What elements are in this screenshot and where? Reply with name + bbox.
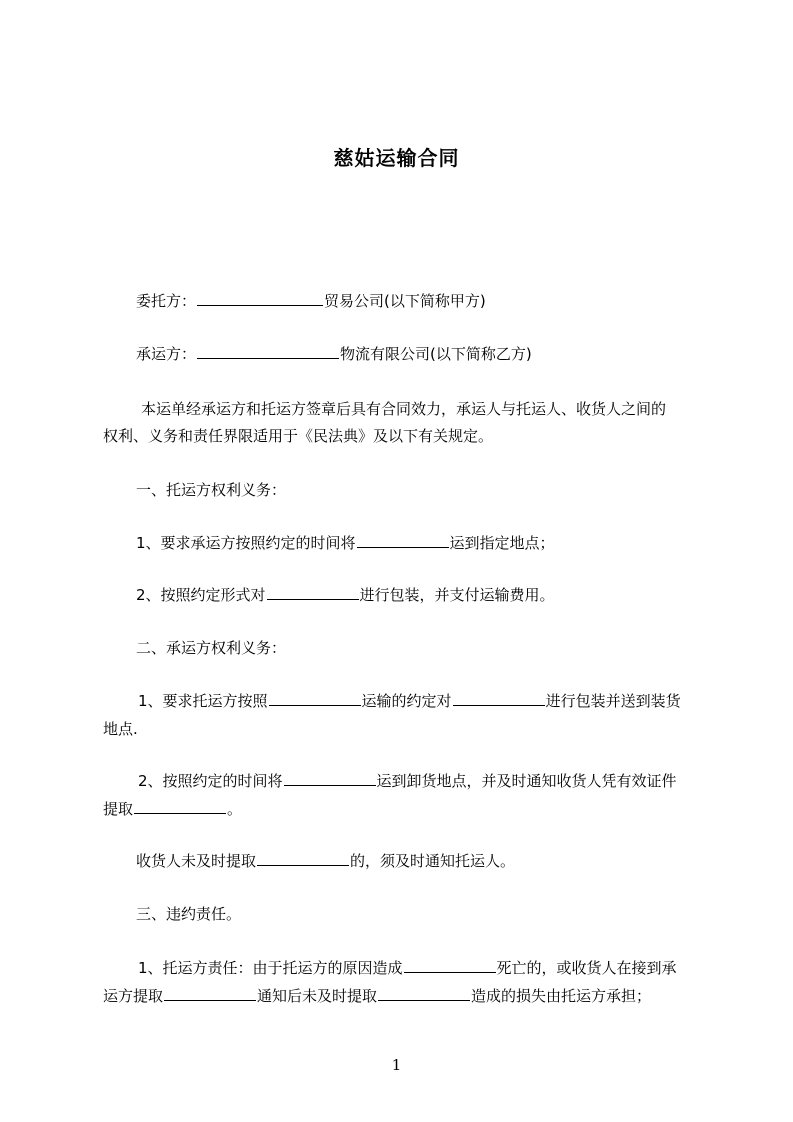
item-text: 提取 xyxy=(103,800,134,818)
blank-field[interactable] xyxy=(404,958,496,973)
item-text: 1、要求承运方按照约定的时间将 xyxy=(136,534,356,552)
section-3-heading: 三、违约责任。 xyxy=(136,905,242,923)
blank-field[interactable] xyxy=(284,771,376,786)
party-b-label: 承运方： xyxy=(136,345,197,363)
section-3-item-1-cont xyxy=(103,986,651,1006)
item-text: 运到卸货地点，并及时通知收货人凭有效证件 xyxy=(376,772,677,790)
blank-field[interactable] xyxy=(269,691,361,706)
section-2-item-1-cont: 地点. xyxy=(103,720,138,738)
item-text: 收货人未及时提取 xyxy=(136,852,257,870)
blank-field[interactable] xyxy=(378,986,470,1001)
item-text: 运方提取 xyxy=(103,987,164,1005)
section-1-item-2 xyxy=(136,585,555,605)
item-text: 2、按照约定的时间将 xyxy=(138,772,283,790)
blank-field[interactable] xyxy=(357,533,449,548)
section-1-heading: 一、托运方权利义务： xyxy=(136,481,287,499)
blank-field[interactable] xyxy=(453,691,545,706)
item-text: 运到指定地点； xyxy=(449,534,555,552)
item-text: 2、按照约定形式对 xyxy=(136,586,266,604)
blank-field[interactable] xyxy=(197,344,339,359)
item-text: 运输的约定对 xyxy=(361,692,452,710)
section-2-item-2 xyxy=(138,771,677,791)
blank-field[interactable] xyxy=(164,986,256,1001)
party-b-suffix: 物流有限公司(以下简称乙方) xyxy=(340,345,532,363)
party-a-line xyxy=(136,291,486,311)
item-text: 进行包装并送到装货 xyxy=(545,692,681,710)
blank-field[interactable] xyxy=(257,851,349,866)
blank-field[interactable] xyxy=(197,291,323,306)
section-2-heading: 二、承运方权利义务： xyxy=(136,639,287,657)
party-a-label: 委托方： xyxy=(136,292,197,310)
item-text: 通知后未及时提取 xyxy=(257,987,378,1005)
section-3-item-1 xyxy=(138,958,677,978)
item-text: 1、要求托运方按照 xyxy=(138,692,268,710)
intro-line-2: 权利、义务和责任界限适用于《民法典》及以下有关规定。 xyxy=(103,427,494,445)
section-2-item-2-cont xyxy=(103,799,242,819)
section-1-item-1 xyxy=(136,533,555,553)
section-2-item-1 xyxy=(138,691,681,711)
item-text: 进行包装，并支付运输费用。 xyxy=(359,586,555,604)
intro-line-1: 本运单经承运方和托运方签章后具有合同效力，承运人与托运人、收货人之间的 xyxy=(141,400,667,418)
item-text: 死亡的，或收货人在接到承 xyxy=(496,959,677,977)
item-text: 。 xyxy=(227,800,243,818)
item-text: 的，须及时通知托运人。 xyxy=(350,852,516,870)
party-b-line xyxy=(136,344,532,364)
item-text: 造成的损失由托运方承担； xyxy=(471,987,652,1005)
blank-field[interactable] xyxy=(267,585,359,600)
document-title: 慈姑运输合同 xyxy=(333,146,460,170)
section-2-item-3 xyxy=(136,851,515,871)
blank-field[interactable] xyxy=(134,799,226,814)
party-a-suffix: 贸易公司(以下简称甲方) xyxy=(324,292,486,310)
page-number: 1 xyxy=(391,1056,402,1074)
item-text: 1、托运方责任：由于托运方的原因造成 xyxy=(138,959,403,977)
